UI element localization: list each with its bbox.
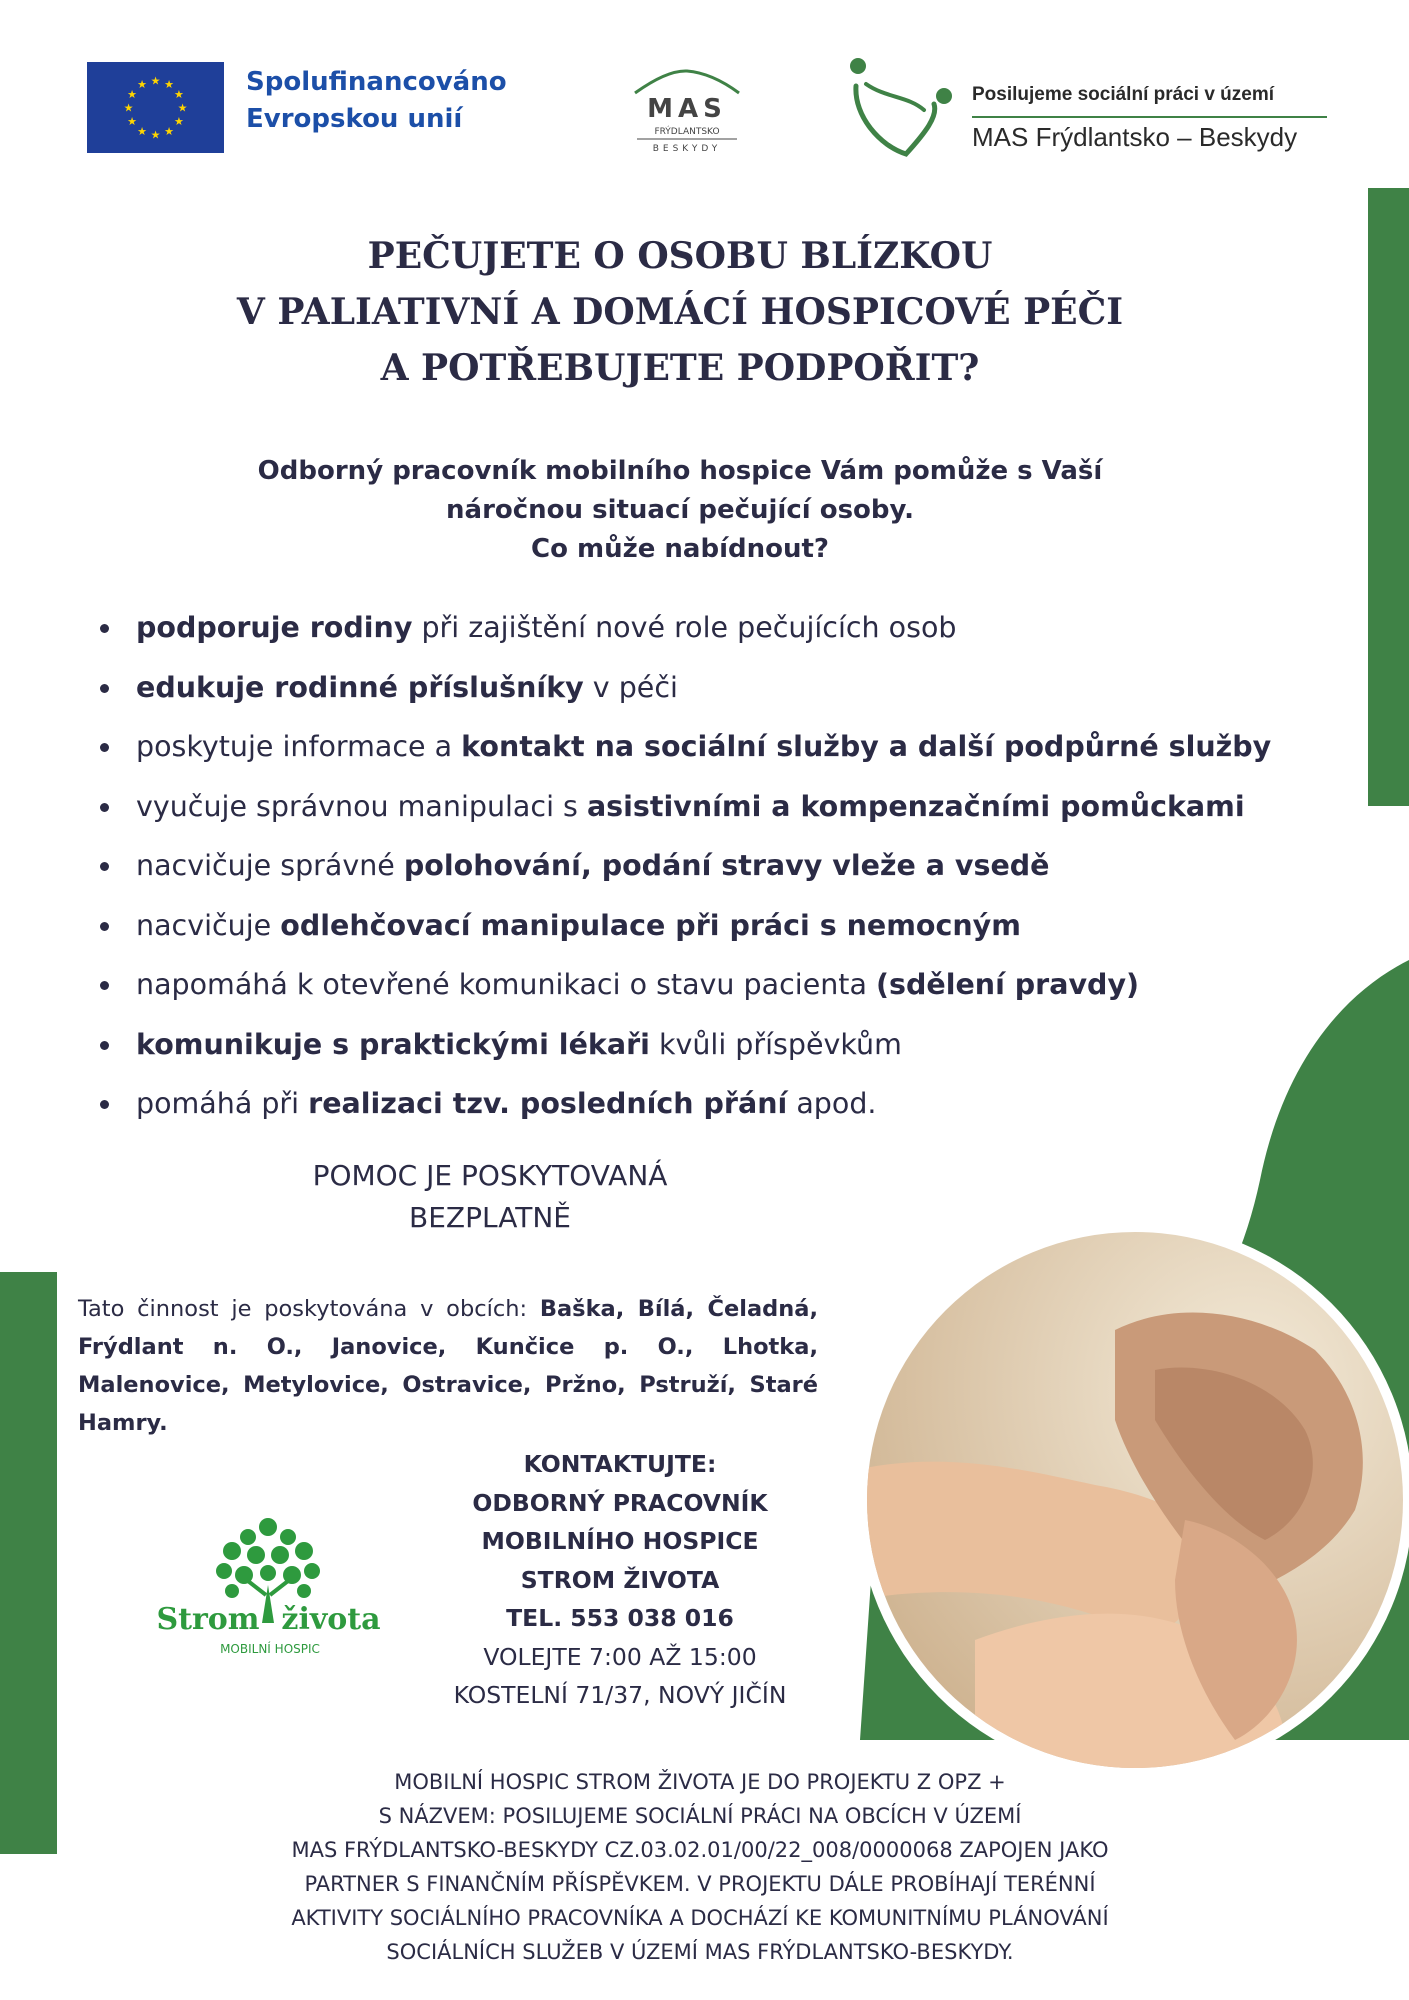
list-item (100, 955, 1350, 1015)
logo-word-zivota: života (281, 1602, 381, 1637)
footer-line-3: MAS FRÝDLANTSKO-BESKYDY CZ.03.02.01/00/22_008/0000068 ZAPOJEN JAKO (291, 1838, 1109, 1862)
mas-right-divider (972, 116, 1327, 118)
footer-line-2: S NÁZVEM: POSILUJEME SOCIÁLNÍ PRÁCI NA OBCÍCH V ÚZEMÍ (378, 1804, 1022, 1828)
contact-phone: TEL. 553 038 016 (506, 1604, 734, 1632)
intro-line-1: Odborný pracovník mobilního hospice Vám pomůže s Vaší (257, 456, 1103, 486)
headline-line-1: PEČUJETE O OSOBU BLÍZKOU (367, 235, 993, 277)
item-text: napomáhá k otevřené komunikaci o stavu pacienta (136, 968, 876, 1001)
contact-hours: VOLEJTE 7:00 AŽ 15:00 (483, 1642, 757, 1671)
intro-line-2: náročnou situací pečující osoby. (446, 495, 914, 525)
bullet-icon (100, 1041, 109, 1050)
contact-address: KOSTELNÍ 71/37, NOVÝ JIČÍN (453, 1681, 787, 1709)
mas-word: MAS (647, 94, 727, 124)
service-area-text (78, 1290, 818, 1442)
project-footer (150, 1765, 1250, 1969)
item-text: v péči (583, 670, 678, 704)
contact-line-3: MOBILNÍHO HOSPICE (481, 1527, 759, 1555)
mas-logo (627, 65, 747, 160)
eu-star-icon: ★ (137, 124, 147, 138)
intro-text (160, 452, 1200, 569)
item-text: při zajištění nové role pečujících osob (412, 611, 957, 644)
mas-sub-1: FRÝDLANTSKO (654, 127, 720, 137)
bullet-icon (100, 862, 109, 871)
eu-star-icon: ★ (173, 88, 184, 101)
item-bold-text: edukuje rodinné příslušníky (136, 670, 584, 704)
eu-star-icon: ★ (164, 124, 174, 138)
list-item (100, 598, 1350, 658)
free-note-line-1: POMOC JE POSKYTOVANÁ (312, 1159, 668, 1192)
eu-star-icon: ★ (150, 74, 161, 88)
eu-star-icon: ★ (164, 78, 174, 92)
bullet-icon (100, 922, 109, 931)
item-bold-text: komunikuje s praktickými lékaři (136, 1027, 650, 1061)
mas-right-subtitle: MAS Frýdlantsko – Beskydy (972, 122, 1298, 152)
item-text: vyučuje správnou manipulaci s (136, 789, 587, 823)
free-note-line-2: BEZPLATNĚ (409, 1201, 571, 1234)
logo-subtitle: MOBILNÍ HOSPIC (220, 1642, 320, 1656)
contact-line-4: STROM ŽIVOTA (520, 1565, 720, 1594)
item-text: pomáhá při (136, 1087, 309, 1120)
contact-line-2: ODBORNÝ PRACOVNÍK (472, 1488, 768, 1517)
bullet-icon (100, 803, 109, 812)
item-bold-text: podporuje rodiny (136, 611, 413, 644)
eu-star-icon: ★ (150, 128, 161, 142)
eu-cofinanced-text (246, 64, 507, 138)
bullet-icon (100, 684, 109, 693)
list-item (100, 658, 1350, 718)
bullet-icon (100, 743, 109, 752)
footer-line-4: PARTNER S FINANČNÍM PŘÍSPĚVKEM. V PROJEKTU DÁLE PROBÍHAJÍ TERÉNNÍ (304, 1872, 1096, 1896)
item-text: poskytuje informace a (136, 730, 462, 763)
contact-block (410, 1445, 830, 1715)
bullet-icon (100, 981, 109, 990)
eu-line-1: Spolufinancováno (246, 67, 507, 97)
contact-heading: KONTAKTUJTE: (523, 1450, 717, 1478)
list-item (100, 777, 1350, 837)
free-help-note (240, 1155, 740, 1239)
list-item (100, 836, 1350, 896)
areas-places: Baška, Bílá, Čeladná, Frýdlant n. O., Janovice, Kunčice p. O., Lhotka, Malenovice, Metylovice, Ostravice, Pržno, Pstruží, Staré Hamry. (78, 1296, 818, 1436)
logo-word-strom: Strom (156, 1602, 260, 1637)
intro-line-3: Co může nabídnout? (531, 534, 829, 564)
mas-sub-2: BESKYDY (652, 144, 722, 154)
bullet-icon (100, 1100, 109, 1109)
item-bold-text: polohování, podání stravy vleže a vsedě (403, 849, 1050, 882)
eu-star-icon: ★ (177, 101, 188, 115)
service-list (100, 598, 1350, 1134)
eu-star-icon: ★ (127, 115, 138, 128)
headline-line-2: V PALIATIVNÍ A DOMÁCÍ HOSPICOVÉ PÉČI (236, 291, 1124, 333)
item-text: kvůli příspěvkům (649, 1027, 902, 1061)
item-bold-text: realizaci tzv. posledních přání (308, 1087, 788, 1120)
mas-right-title: Posilujeme sociální práci v území (972, 84, 1275, 105)
eu-flag-icon (87, 62, 224, 153)
eu-line-2: Evropskou unií (246, 104, 463, 134)
item-bold-text: odlehčovací manipulace při práci s nemocným (280, 908, 1021, 942)
item-text: nacvičuje správné (136, 849, 404, 882)
strom-zivota-logo (148, 1515, 388, 1665)
list-item (100, 1015, 1350, 1075)
item-text: apod. (787, 1087, 877, 1120)
eu-star-icon: ★ (123, 101, 134, 115)
list-item (100, 1074, 1350, 1134)
item-text: nacvičuje (136, 908, 281, 942)
holding-hands-photo (855, 1220, 1409, 1780)
headline (180, 228, 1180, 396)
eu-star-icon: ★ (173, 115, 184, 128)
list-item (100, 717, 1350, 777)
list-item (100, 896, 1350, 956)
eu-star-icon: ★ (127, 88, 138, 101)
item-bold-text: (sdělení pravdy) (875, 968, 1140, 1001)
footer-line-6: SOCIÁLNÍCH SLUŽEB V ÚZEMÍ MAS FRÝDLANTSKO-BESKYDY. (386, 1940, 1014, 1964)
eu-star-icon: ★ (137, 78, 147, 92)
headline-line-3: A POTŘEBUJETE PODPOŘIT? (380, 347, 980, 389)
item-bold-text: kontakt na sociální služby a další podpůrné služby (461, 730, 1272, 763)
footer-line-5: AKTIVITY SOCIÁLNÍHO PRACOVNÍKA A DOCHÁZÍ KE KOMUNITNÍMU PLÁNOVÁNÍ (291, 1906, 1109, 1930)
heart-people-logo (846, 54, 956, 158)
item-bold-text: asistivními a kompenzačními pomůckami (586, 789, 1245, 823)
bullet-icon (100, 624, 109, 633)
areas-intro: Tato činnost je poskytována v obcích: (78, 1296, 540, 1322)
footer-line-1: MOBILNÍ HOSPIC STROM ŽIVOTA JE DO PROJEKTU Z OPZ + (394, 1770, 1006, 1794)
